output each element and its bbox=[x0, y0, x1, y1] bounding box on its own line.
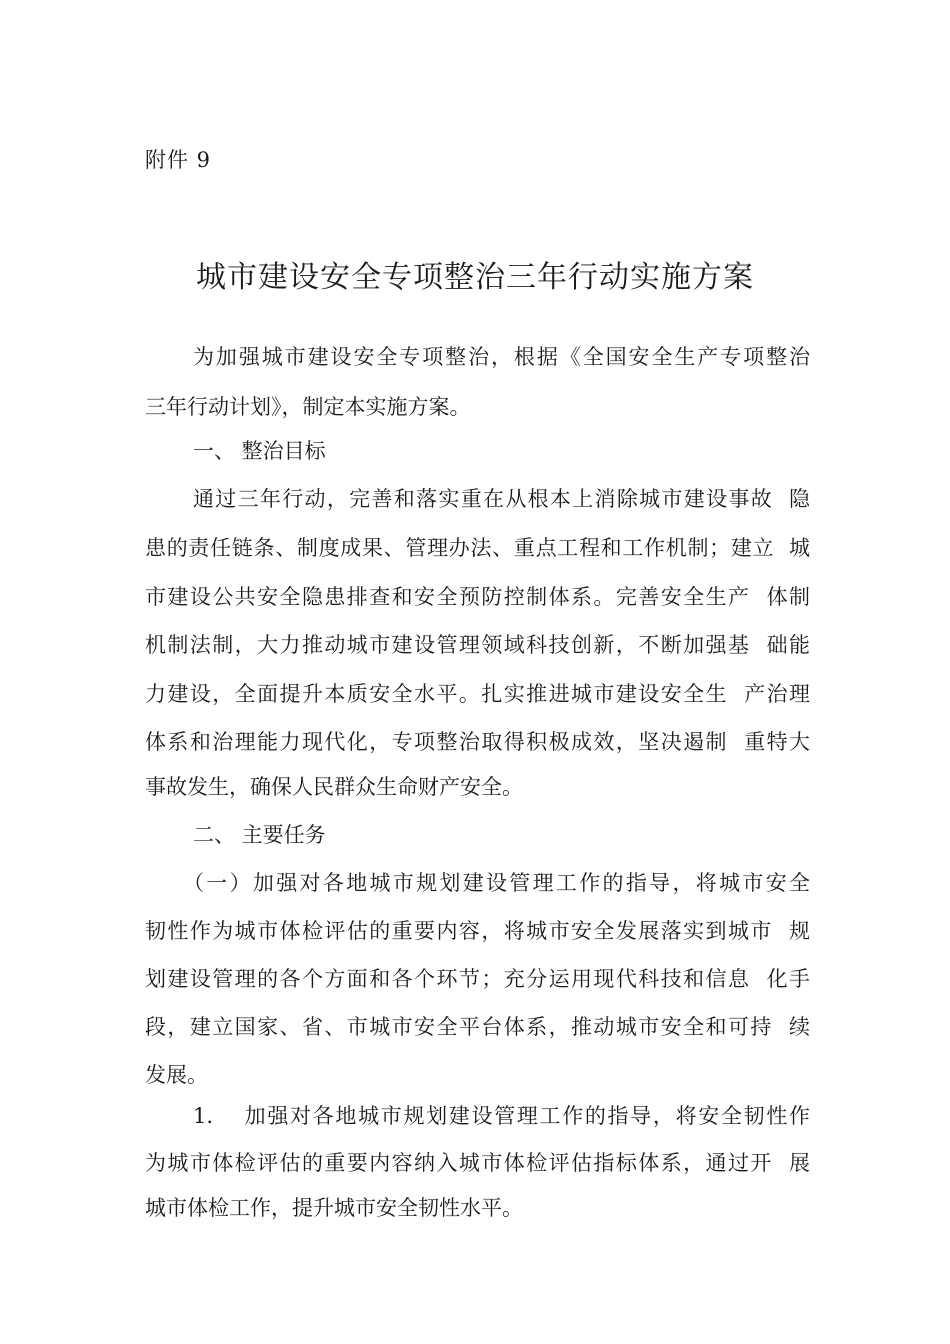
task1-line-5: 发展。 bbox=[145, 1063, 208, 1087]
item-number: 1. bbox=[193, 1104, 214, 1128]
goals-line-4: 机制法制，大力推动城市建设管理领域科技创新，不断加强基 础能 bbox=[145, 633, 810, 657]
goals-line-3: 市建设公共安全隐患排查和安全预防控制体系。完善安全生产 体制 bbox=[145, 585, 810, 609]
item1-line-1-text: 加强对各地城市规划建设管理工作的指导，将安全韧性作 bbox=[243, 1104, 810, 1128]
goals-line-7: 事故发生，确保人民群众生命财产安全。 bbox=[145, 775, 523, 799]
intro-line-2: 三年行动计划》，制定本实施方案。 bbox=[145, 395, 471, 419]
intro-line-1: 为加强城市建设安全专项整治，根据《全国安全生产专项整治 bbox=[193, 345, 810, 369]
goals-line-6: 体系和治理能力现代化，专项整治取得积极成效，坚决遏制 重特大 bbox=[145, 730, 810, 754]
task1-line-1: （一）加强对各地城市规划建设管理工作的指导，将城市安全 bbox=[183, 871, 810, 895]
item1-line-3: 城市体检工作，提升城市安全韧性水平。 bbox=[145, 1196, 523, 1220]
section-heading-goals: 一、 整治目标 bbox=[193, 439, 326, 463]
item1-line-2: 为城市体检评估的重要内容纳入城市体检评估指标体系，通过开 展 bbox=[145, 1151, 810, 1175]
goals-line-2: 患的责任链条、制度成果、管理办法、重点工程和工作机制；建立 城 bbox=[145, 536, 810, 560]
section-heading-tasks: 二、 主要任务 bbox=[193, 823, 326, 847]
goals-line-5: 力建设，全面提升本质安全水平。扎实推进城市建设安全生 产治理 bbox=[145, 682, 810, 706]
attachment-label: 附件 9 bbox=[145, 148, 212, 172]
goals-line-1: 通过三年行动，完善和落实重在从根本上消除城市建设事故 隐 bbox=[193, 487, 810, 511]
task1-line-2: 韧性作为城市体检评估的重要内容，将城市安全发展落实到城市 规 bbox=[145, 919, 810, 943]
item1-line-1 bbox=[145, 1101, 810, 1131]
document-title: 城市建设安全专项整治三年行动实施方案 bbox=[196, 260, 754, 295]
task1-line-3: 划建设管理的各个方面和各个环节；充分运用现代科技和信息 化手 bbox=[145, 967, 810, 991]
task1-line-4: 段，建立国家、省、市城市安全平台体系，推动城市安全和可持 续 bbox=[145, 1015, 810, 1039]
